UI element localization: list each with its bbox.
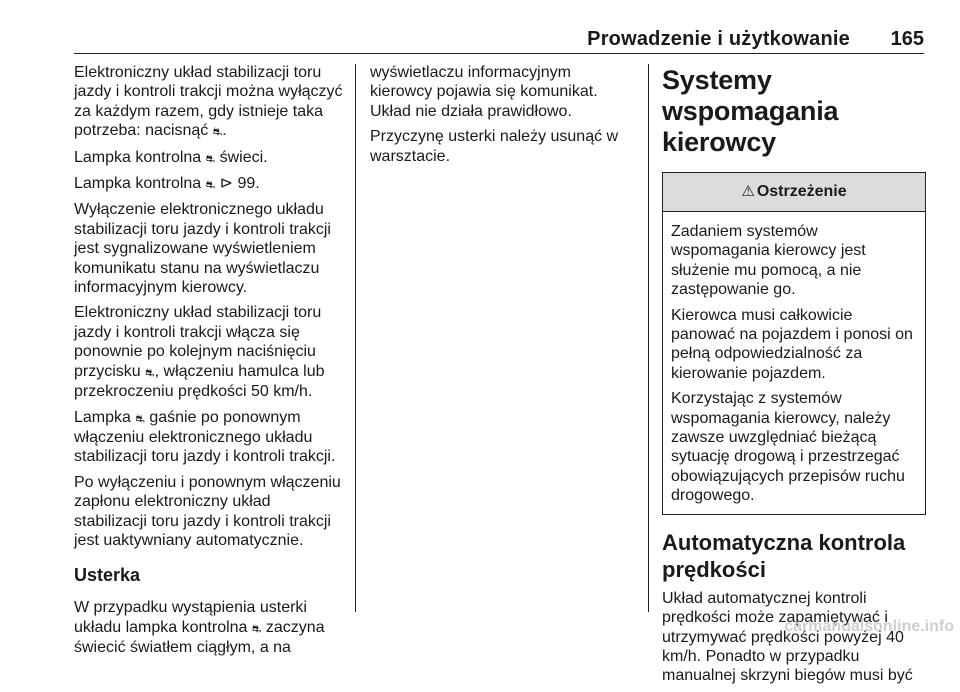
paragraph (74, 598, 346, 657)
traction-off-icon: ⛐ (205, 151, 216, 165)
paragraph: Po wyłączeniu i ponownym włączeniu zapłonu elektroniczny układ stabilizacji toru jazdy i kontroli trakcji jest uaktywniany automatycznie. (74, 473, 341, 549)
paragraph: Zadaniem systemów wspomagania kierowcy jest służenie mu pomocą, a nie zastępowanie go. (671, 223, 866, 299)
section-title: Systemy wspomagania kierowcy (662, 65, 839, 157)
text: W przypadku wystąpienia usterki układu lampka kontrolna (74, 599, 307, 636)
warning-icon: ⚠ (741, 182, 755, 201)
text: Lampka kontrolna (74, 175, 202, 193)
traction-off-icon: ⛐ (135, 411, 145, 425)
paragraph: Korzystając z systemów wspomagania kierowcy, należy zawsze uwzględniać bieżącą sytuację drogową i przestrzegać obowiązujących przepisów ruchu drogowego. (671, 390, 905, 505)
text: Elektroniczny układ stabilizacji toru jazdy i kontroli trakcji włącza się ponownie po kolejnym naciśnięciu przycisku (74, 304, 322, 380)
column-middle (370, 63, 634, 172)
paragraph (74, 303, 346, 401)
paragraph: Przyczynę usterki należy usunąć w warsztacie. (370, 128, 619, 165)
text: Lampka kontrolna (74, 148, 202, 166)
fault-heading: Usterka (74, 565, 141, 586)
paragraph: Układ automatycznej kontroli prędkości może zapamiętywać i utrzymywać prędkości powyżej 40 km/h. Ponadto w przypadku manualnej skrzyni biegów musi być (662, 589, 913, 685)
text: świeci. (219, 148, 268, 166)
paragraph (74, 174, 346, 194)
traction-off-icon: ⛐ (205, 178, 216, 192)
traction-off-icon: ⛐ (145, 365, 155, 379)
watermark: carmanualsonline.info (784, 618, 954, 635)
warning-body (663, 212, 925, 514)
traction-off-icon: ⛐ (251, 621, 262, 635)
paragraph: Wyłączenie elektronicznego układu stabilizacji toru jazdy i kontroli trakcji jest sygnalizowane wyświetleniem komunikatu stanu na wyświetlaczu informacyjnym kierowcy. (74, 201, 331, 297)
text: Elektroniczny układ stabilizacji toru jazdy i kontroli trakcji można wyłączyć za każdym razem, gdy istnieje taka potrzeba: nacisnąć (74, 64, 343, 140)
page-number: 165 (890, 28, 924, 50)
text: gaśnie po ponownym włączeniu elektronicznego układu stabilizacji toru jazdy i kontroli trakcji. (74, 408, 336, 466)
running-header-title: Prowadzenie i użytkowanie (587, 28, 850, 50)
column-left (74, 63, 346, 664)
page-header (0, 0, 960, 52)
text: zaczyna świecić światłem ciągłym, a na (74, 618, 325, 657)
traction-off-icon: ⛐ (212, 125, 223, 139)
header-rule (74, 53, 924, 54)
warning-header (663, 173, 925, 212)
text: Lampka (74, 408, 131, 426)
paragraph (74, 408, 346, 467)
warning-title: Ostrzeżenie (756, 183, 847, 201)
page-reference-arrow-icon: ⊳ (219, 175, 233, 193)
warning-box (662, 172, 926, 515)
paragraph (74, 63, 346, 142)
text: , włączeniu hamulca lub przekroczeniu prędkości 50 km/h. (74, 362, 325, 401)
page-reference: 99. (237, 175, 260, 193)
column-divider-left (355, 64, 356, 612)
paragraph: wyświetlaczu informacyjnym kierowcy pojawia się komunikat. Układ nie działa prawidłowo. (370, 64, 598, 120)
column-divider-right (648, 64, 649, 612)
subsection-title: Automatyczna kontrola prędkości (662, 529, 906, 582)
column-right (662, 63, 926, 692)
text: . (222, 122, 227, 140)
paragraph: Kierowca musi całkowicie panować na pojazdem i ponosi on pełną odpowiedzialność za kierowanie pojazdem. (671, 306, 913, 382)
paragraph (74, 148, 346, 168)
